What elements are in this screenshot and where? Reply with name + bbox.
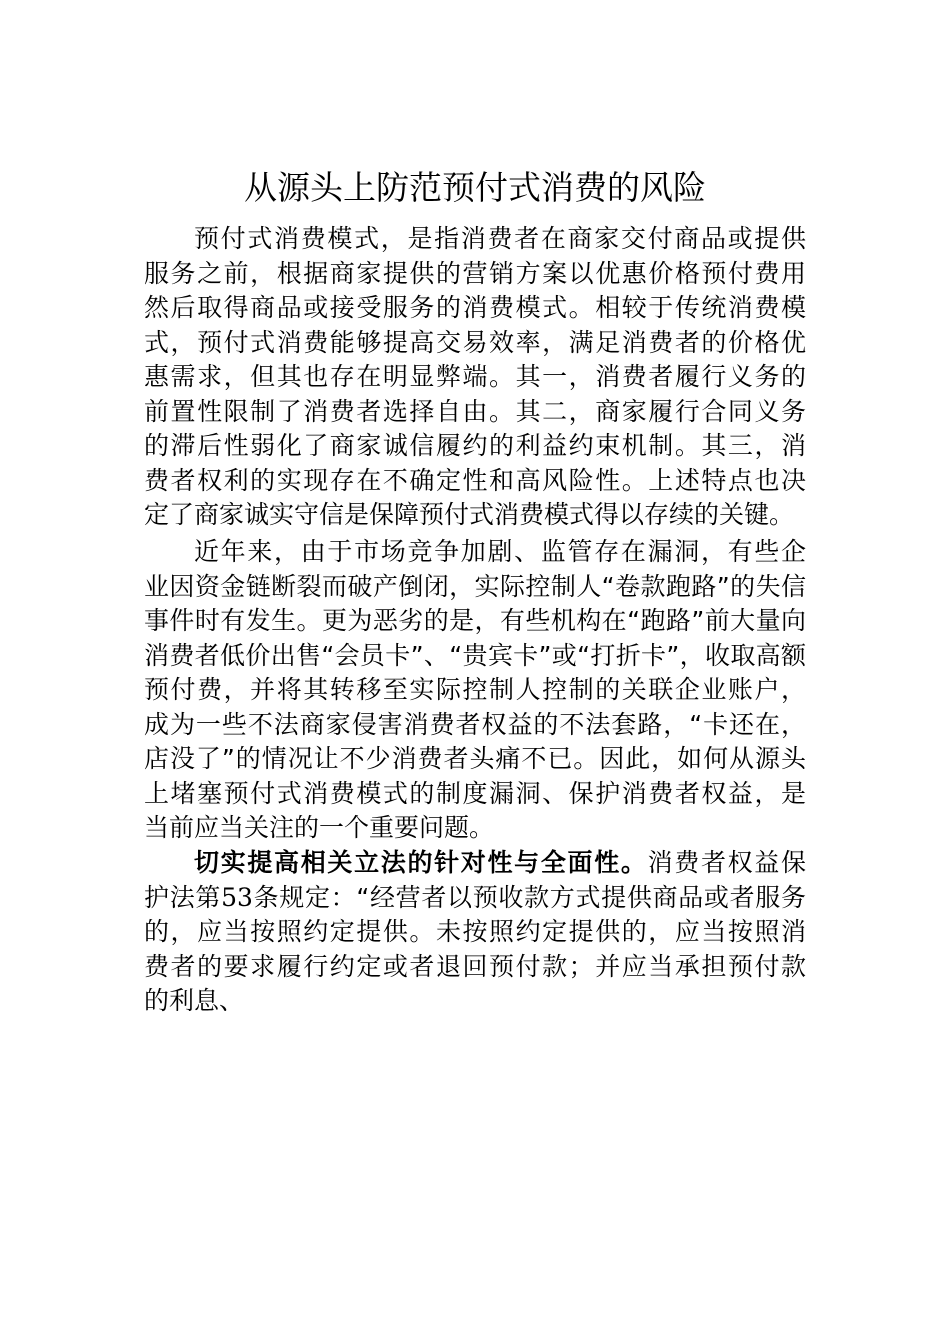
paragraph-1 xyxy=(144,222,806,533)
paragraph-line: 的滞后性弱化了商家诚信履约的利益约束机制。其三，消 xyxy=(144,431,806,460)
paragraph-line: 近年来，由于市场竞争加剧、监管存在漏洞，有些企 xyxy=(194,537,806,566)
bold-heading: 切实提高相关立法的针对性与全面性。 xyxy=(194,848,648,877)
paragraph-line: 业因资金链断裂而破产倒闭，实际控制人“卷款跑路”的失信 xyxy=(144,571,806,601)
paragraph-2 xyxy=(144,535,806,846)
paragraph-line: 式，预付式消费能够提高交易效率，满足消费者的价格优 xyxy=(144,327,806,357)
paragraph-line: 消费者低价出售“会员卡”、“贵宾卡”或“打折卡”，收取高额 xyxy=(144,640,806,670)
paragraph-3 xyxy=(144,846,806,1019)
paragraph-line: 费者的要求履行约定或者退回预付款；并应当承担预付款 xyxy=(144,951,806,981)
paragraph-line: 当前应当关注的一个重要问题。 xyxy=(144,813,495,842)
paragraph-line: 定了商家诚实守信是保障预付式消费模式得以存续的关键。 xyxy=(144,500,795,529)
paragraph-line: 的，应当按照约定提供。未按照约定提供的，应当按照消 xyxy=(144,917,806,946)
paragraph-line: 的利息、 xyxy=(144,986,245,1015)
paragraph-line: 费者权利的实现存在不确定性和高风险性。上述特点也决 xyxy=(144,465,806,495)
document-page xyxy=(144,0,806,1344)
article-number: 53 xyxy=(221,882,253,912)
paragraph-text: 护法第 xyxy=(144,882,222,912)
paragraph-line: 前置性限制了消费者选择自由。其二，商家履行合同义务 xyxy=(144,396,806,426)
paragraph-line: 店没了”的情况让不少消费者头痛不已。因此，如何从源头 xyxy=(144,744,806,773)
paragraph-line: 预付式消费模式，是指消费者在商家交付商品或提供 xyxy=(194,224,806,253)
paragraph-line: 上堵塞预付式消费模式的制度漏洞、保护消费者权益，是 xyxy=(144,778,806,808)
paragraph-line: 然后取得商品或接受服务的消费模式。相较于传统消费模 xyxy=(144,293,806,322)
paragraph-line: 惠需求，但其也存在明显弊端。其一，消费者履行义务的 xyxy=(144,362,806,391)
paragraph-line xyxy=(144,881,806,916)
paragraph-text: 消费者权益保 xyxy=(647,848,806,877)
paragraph-line: 成为一些不法商家侵害消费者权益的不法套路，“卡还在， xyxy=(144,709,806,739)
paragraph-line: 预付费，并将其转移至实际控制人控制的关联企业账户， xyxy=(144,675,806,704)
paragraph-line xyxy=(144,846,806,881)
paragraph-line: 服务之前，根据商家提供的营销方案以优惠价格预付费用 xyxy=(144,258,806,288)
document-title: 从源头上防范预付式消费的风险 xyxy=(244,168,706,207)
paragraph-line: 事件时有发生。更为恶劣的是，有些机构在“跑路”前大量向 xyxy=(144,606,806,635)
paragraph-text: 条规定：“经营者以预收款方式提供商品或者服务 xyxy=(252,882,806,912)
